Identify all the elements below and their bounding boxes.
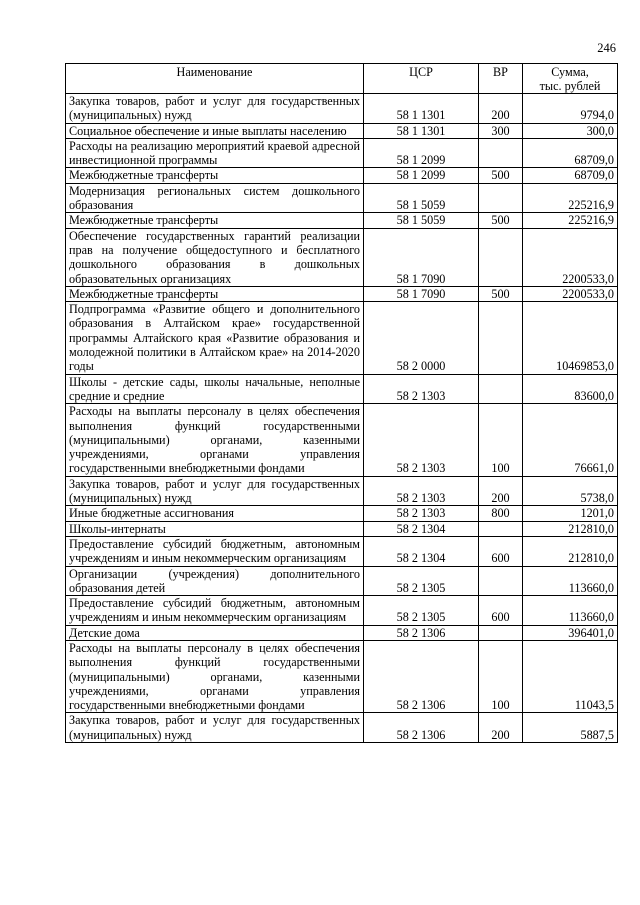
- row-sum: 113660,0: [523, 596, 618, 626]
- row-vr: 100: [479, 640, 523, 712]
- row-csr: 58 2 1303: [364, 506, 479, 521]
- table-row: [66, 404, 618, 476]
- table-row: [66, 536, 618, 566]
- row-csr: 58 1 7090: [364, 228, 479, 286]
- table-row: [66, 713, 618, 743]
- row-vr: [479, 183, 523, 213]
- row-vr: [479, 228, 523, 286]
- row-sum: 76661,0: [523, 404, 618, 476]
- row-csr: 58 2 1305: [364, 566, 479, 596]
- table-row: [66, 506, 618, 521]
- row-name: Закупка товаров, работ и услуг для государственных (муниципальных) нужд: [66, 94, 364, 124]
- header-name: Наименование: [66, 64, 364, 94]
- row-csr: 58 2 1306: [364, 713, 479, 743]
- row-sum: 9794,0: [523, 94, 618, 124]
- row-vr: [479, 566, 523, 596]
- table-row: [66, 302, 618, 374]
- table-row: [66, 596, 618, 626]
- row-sum: 2200533,0: [523, 228, 618, 286]
- row-vr: 500: [479, 286, 523, 301]
- table-row: [66, 374, 618, 404]
- table-row: [66, 183, 618, 213]
- row-sum: 225216,9: [523, 213, 618, 228]
- row-sum: 225216,9: [523, 183, 618, 213]
- row-csr: 58 1 7090: [364, 286, 479, 301]
- header-vr: ВР: [479, 64, 523, 94]
- row-vr: [479, 625, 523, 640]
- row-name: Предоставление субсидий бюджетным, автономным учреждениям и иным некоммерческим организациям: [66, 596, 364, 626]
- table-row: [66, 286, 618, 301]
- row-sum: 212810,0: [523, 521, 618, 536]
- row-csr: 58 1 1301: [364, 94, 479, 124]
- row-csr: 58 2 1303: [364, 374, 479, 404]
- row-csr: 58 2 1304: [364, 521, 479, 536]
- row-name: Модернизация региональных систем дошкольного образования: [66, 183, 364, 213]
- row-csr: 58 1 2099: [364, 138, 479, 168]
- row-name: Организации (учреждения) дополнительного образования детей: [66, 566, 364, 596]
- row-csr: 58 1 5059: [364, 183, 479, 213]
- row-name: Предоставление субсидий бюджетным, автономным учреждениям и иным некоммерческим организациям: [66, 536, 364, 566]
- row-sum: 113660,0: [523, 566, 618, 596]
- row-name: Межбюджетные трансферты: [66, 286, 364, 301]
- table-row: [66, 521, 618, 536]
- row-vr: 600: [479, 596, 523, 626]
- row-csr: 58 2 1304: [364, 536, 479, 566]
- row-csr: 58 2 1305: [364, 596, 479, 626]
- row-sum: 83600,0: [523, 374, 618, 404]
- row-vr: 100: [479, 404, 523, 476]
- row-sum: 1201,0: [523, 506, 618, 521]
- row-name: Расходы на выплаты персоналу в целях обеспечения выполнения функций государственными (муниципальными) органами, казенными учреждениями, органами управления государственными внебюджетными фондами: [66, 640, 364, 712]
- row-sum: 68709,0: [523, 168, 618, 183]
- row-csr: 58 2 1303: [364, 476, 479, 506]
- row-vr: 500: [479, 213, 523, 228]
- table-row: [66, 168, 618, 183]
- row-name: Межбюджетные трансферты: [66, 213, 364, 228]
- row-sum: 212810,0: [523, 536, 618, 566]
- header-sum: [523, 64, 618, 94]
- row-csr: 58 2 1306: [364, 625, 479, 640]
- page-number: 246: [597, 41, 616, 55]
- row-vr: 200: [479, 476, 523, 506]
- row-vr: [479, 302, 523, 374]
- row-sum: 11043,5: [523, 640, 618, 712]
- row-name: Межбюджетные трансферты: [66, 168, 364, 183]
- row-vr: 200: [479, 713, 523, 743]
- row-vr: 500: [479, 168, 523, 183]
- table-row: [66, 566, 618, 596]
- table-row: [66, 640, 618, 712]
- row-vr: 300: [479, 123, 523, 138]
- row-csr: 58 1 5059: [364, 213, 479, 228]
- row-sum: 300,0: [523, 123, 618, 138]
- row-sum: 396401,0: [523, 625, 618, 640]
- table-row: [66, 123, 618, 138]
- header-sum-line2: тыс. рублей: [539, 79, 601, 93]
- table-row: [66, 476, 618, 506]
- header-sum-line1: Сумма,: [551, 65, 589, 79]
- table-row: [66, 625, 618, 640]
- row-vr: [479, 138, 523, 168]
- row-vr: [479, 374, 523, 404]
- row-sum: 10469853,0: [523, 302, 618, 374]
- row-sum: 68709,0: [523, 138, 618, 168]
- row-csr: 58 1 1301: [364, 123, 479, 138]
- row-name: Обеспечение государственных гарантий реализации прав на получение общедоступного и бесплатного дошкольного образования в дошкольных образовательных организациях: [66, 228, 364, 286]
- row-sum: 2200533,0: [523, 286, 618, 301]
- row-csr: 58 2 1303: [364, 404, 479, 476]
- row-name: Детские дома: [66, 625, 364, 640]
- row-name: Расходы на выплаты персоналу в целях обеспечения выполнения функций государственными (муниципальными) органами, казенными учреждениями, органами управления государственными внебюджетными фондами: [66, 404, 364, 476]
- row-vr: 200: [479, 94, 523, 124]
- row-name: Закупка товаров, работ и услуг для государственных (муниципальных) нужд: [66, 476, 364, 506]
- table-row: [66, 138, 618, 168]
- row-name: Иные бюджетные ассигнования: [66, 506, 364, 521]
- row-csr: 58 2 1306: [364, 640, 479, 712]
- table-header-row: [66, 64, 618, 94]
- row-name: Школы-интернаты: [66, 521, 364, 536]
- row-sum: 5738,0: [523, 476, 618, 506]
- row-name: Подпрограмма «Развитие общего и дополнительного образования в Алтайском крае» государственной программы Алтайского края «Развитие образования и молодежной политики в Алтайском крае» на 2014-2020 годы: [66, 302, 364, 374]
- row-csr: 58 1 2099: [364, 168, 479, 183]
- row-vr: 800: [479, 506, 523, 521]
- table-row: [66, 228, 618, 286]
- row-name: Расходы на реализацию мероприятий краевой адресной инвестиционной программы: [66, 138, 364, 168]
- header-csr: ЦСР: [364, 64, 479, 94]
- row-vr: 600: [479, 536, 523, 566]
- budget-table: [65, 63, 618, 743]
- table-row: [66, 213, 618, 228]
- row-vr: [479, 521, 523, 536]
- row-name: Школы - детские сады, школы начальные, неполные средние и средние: [66, 374, 364, 404]
- row-sum: 5887,5: [523, 713, 618, 743]
- row-name: Закупка товаров, работ и услуг для государственных (муниципальных) нужд: [66, 713, 364, 743]
- row-name: Социальное обеспечение и иные выплаты населению: [66, 123, 364, 138]
- row-csr: 58 2 0000: [364, 302, 479, 374]
- table-row: [66, 94, 618, 124]
